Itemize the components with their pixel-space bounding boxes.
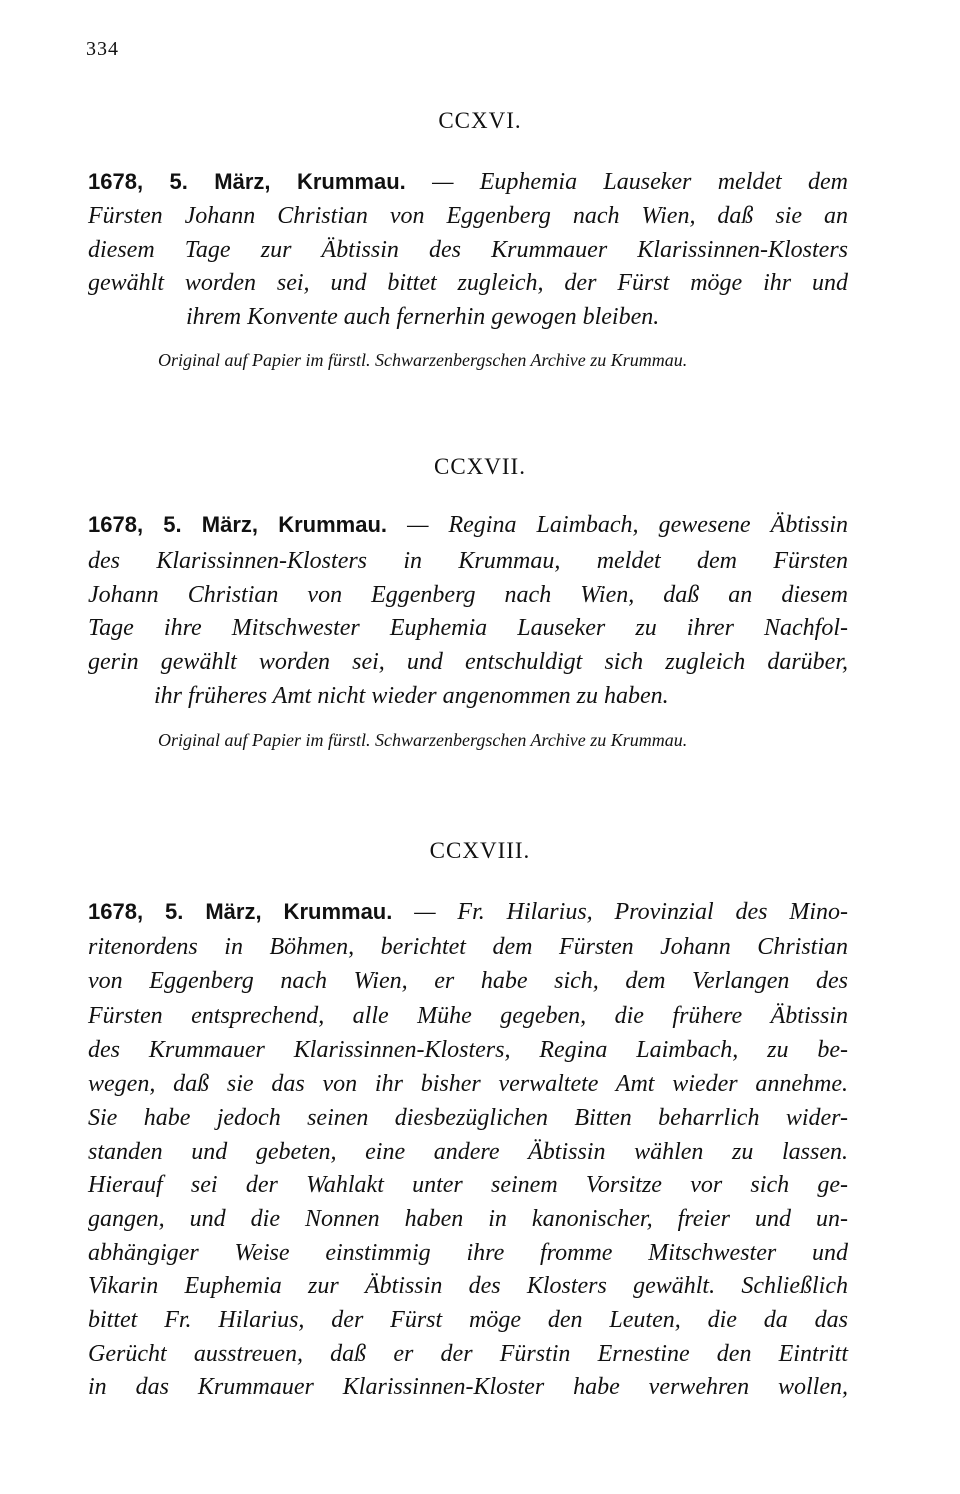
regest-line: standen und gebeten, eine andere Äbtissin wählen zu lassen. [88, 1139, 848, 1165]
document-date: 1678, 5. März, Krummau. [88, 169, 406, 194]
source-note: Original auf Papier im fürstl. Schwarzenbergschen Archive zu Krummau. [158, 350, 688, 370]
regest-text: — Fr. Hilarius, Provinzial des Mino- [414, 899, 848, 925]
regest-line-last: ihr früheres Amt nicht wieder angenommen zu haben. [154, 683, 669, 709]
regest-text: — Regina Laimbach, gewesene Äbtissin [407, 512, 848, 538]
source-note: Original auf Papier im fürstl. Schwarzenbergschen Archive zu Krummau. [158, 730, 688, 750]
regest-line: abhängiger Weise einstimmig ihre fromme Mitschwester und [88, 1240, 848, 1266]
document-number-ccxvii: CCXVII. [434, 454, 526, 479]
regest-line: Johann Christian von Eggenberg nach Wien, daß an diesem [88, 582, 848, 608]
regest-line: gerin gewählt worden sei, und entschuldigt sich zugleich darüber, [88, 649, 848, 675]
regest-line [88, 510, 848, 540]
document-number-ccxvi: CCXVI. [438, 108, 522, 133]
regest-line: ritenordens in Böhmen, berichtet dem Fürsten Johann Christian [88, 934, 848, 960]
page-number: 334 [86, 38, 119, 60]
regest-line: des Krummauer Klarissinnen-Klosters, Regina Laimbach, zu be- [88, 1037, 848, 1063]
regest-line: des Klarissinnen-Klosters in Krummau, meldet dem Fürsten [88, 548, 848, 574]
regest-line: Hierauf sei der Wahlakt unter seinem Vorsitze vor sich ge- [88, 1172, 848, 1198]
regest-line: von Eggenberg nach Wien, er habe sich, dem Verlangen des [88, 968, 848, 994]
document-date: 1678, 5. März, Krummau. [88, 512, 387, 537]
regest-text: — Euphemia Lauseker meldet dem [432, 169, 848, 195]
regest-line: Tage ihre Mitschwester Euphemia Lauseker zu ihrer Nachfol- [88, 615, 848, 641]
regest-line-last: ihrem Konvente auch fernerhin gewogen bleiben. [186, 304, 660, 330]
regest-line: gangen, und die Nonnen haben in kanonischer, freier und un- [88, 1206, 848, 1232]
regest-line: Sie habe jedoch seinen diesbezüglichen Bitten beharrlich wider- [88, 1105, 848, 1131]
regest-line: bittet Fr. Hilarius, der Fürst möge den Leuten, die da das [88, 1307, 848, 1333]
regest-line [88, 897, 848, 927]
regest-line: Gerücht ausstreuen, daß er der Fürstin Ernestine den Eintritt [88, 1341, 848, 1367]
regest-line: Fürsten Johann Christian von Eggenberg nach Wien, daß sie an [88, 203, 848, 229]
document-date: 1678, 5. März, Krummau. [88, 899, 393, 924]
regest-line [88, 167, 848, 197]
document-number-ccxviii: CCXVIII. [429, 838, 531, 863]
regest-line: Vikarin Euphemia zur Äbtissin des Klosters gewählt. Schließlich [88, 1273, 848, 1299]
regest-line: in das Krummauer Klarissinnen-Kloster habe verwehren wollen, [88, 1374, 848, 1400]
regest-line: wegen, daß sie das von ihr bisher verwaltete Amt wieder annehme. [88, 1071, 848, 1097]
regest-line: diesem Tage zur Äbtissin des Krummauer Klarissinnen-Klosters [88, 237, 848, 263]
regest-line: Fürsten entsprechend, alle Mühe gegeben, die frühere Äbtissin [88, 1003, 848, 1029]
regest-line: gewählt worden sei, und bittet zugleich, der Fürst möge ihr und [88, 270, 848, 296]
